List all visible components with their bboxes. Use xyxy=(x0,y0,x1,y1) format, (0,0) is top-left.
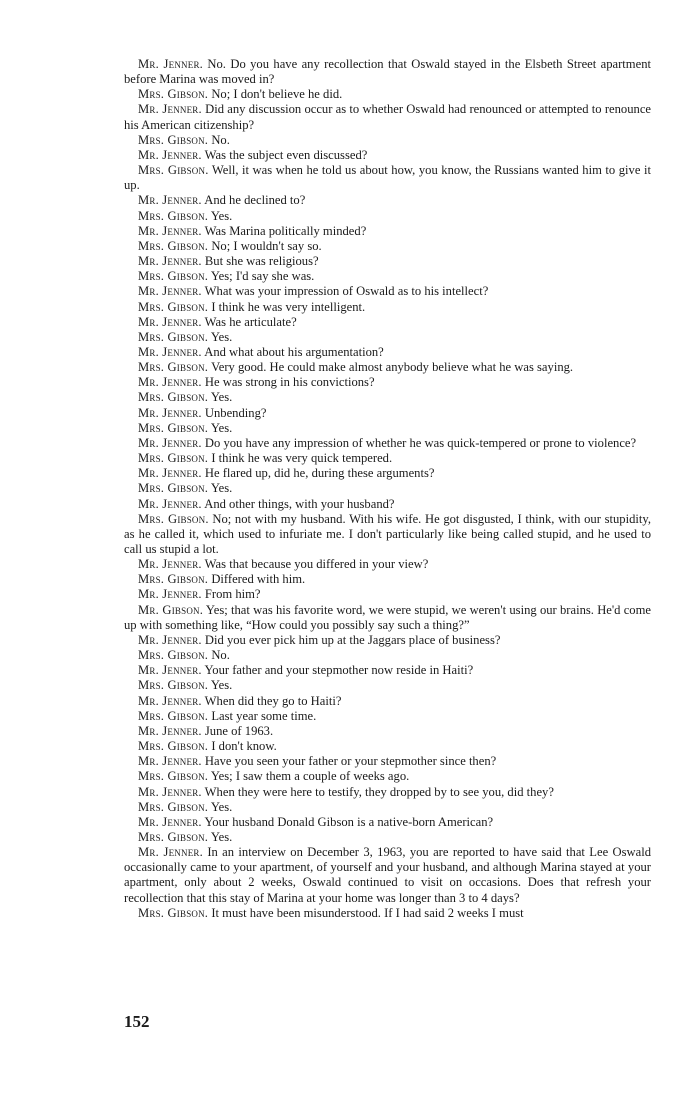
speech-text: Yes. xyxy=(210,420,233,435)
speaker-name: Mrs. Gibson. xyxy=(138,420,209,435)
speech-text: Was Marina politically minded? xyxy=(204,223,367,238)
speaker-name: Mr. Jenner. xyxy=(138,405,202,420)
speech-text: When did they go to Haiti? xyxy=(204,693,342,708)
speaker-name: Mrs. Gibson. xyxy=(138,163,209,178)
transcript-line xyxy=(124,512,651,557)
speaker-name: Mrs. Gibson. xyxy=(138,208,209,223)
transcript-line xyxy=(124,481,651,496)
speech-text: June of 1963. xyxy=(204,723,274,738)
speaker-name: Mr. Jenner. xyxy=(138,435,202,450)
transcript-line xyxy=(124,845,651,906)
transcript-line xyxy=(124,148,651,163)
speaker-name: Mrs. Gibson. xyxy=(138,87,209,102)
speech-text: Yes; that was his favorite word, we were stupid, we weren't using our brains. He'd come up with something like, “How could you possibly say such a thing?” xyxy=(124,602,651,632)
speech-text: Did you ever pick him up at the Jaggars place of business? xyxy=(204,632,501,647)
speaker-name: Mr. Jenner. xyxy=(138,284,202,299)
speaker-name: Mrs. Gibson. xyxy=(138,329,209,344)
transcript-line xyxy=(124,102,651,132)
speech-text: Your husband Donald Gibson is a native-born American? xyxy=(204,814,494,829)
speaker-name: Mrs. Gibson. xyxy=(138,360,209,375)
speech-text: Did any discussion occur as to whether Oswald had renounced or attempted to renounce his American citizenship? xyxy=(124,102,652,132)
speaker-name: Mr. Jenner. xyxy=(138,632,202,647)
speaker-name: Mr. Jenner. xyxy=(138,723,202,738)
transcript-line xyxy=(124,284,651,299)
speech-text: I think he was very intelligent. xyxy=(211,299,366,314)
transcript-line xyxy=(124,724,651,739)
transcript-line xyxy=(124,663,651,678)
speech-text: Yes. xyxy=(210,208,233,223)
speech-text: No; I don't believe he did. xyxy=(211,87,343,102)
transcript-line xyxy=(124,436,651,451)
speech-text: No. Do you have any recollection that Oswald stayed in the Elsbeth Street apartment before Marina was moved in? xyxy=(124,57,651,87)
transcript-line xyxy=(124,360,651,375)
speech-text: Differed with him. xyxy=(211,572,306,587)
speech-text: Last year some time. xyxy=(211,708,317,723)
speaker-name: Mrs. Gibson. xyxy=(138,648,209,663)
transcript-line xyxy=(124,193,651,208)
speaker-name: Mrs. Gibson. xyxy=(138,799,209,814)
speech-text: Do you have any impression of whether he was quick-tempered or prone to violence? xyxy=(204,435,637,450)
transcript-line xyxy=(124,330,651,345)
speaker-name: Mr. Jenner. xyxy=(138,784,202,799)
transcript-line xyxy=(124,163,651,193)
speech-text: He flared up, did he, during these arguments? xyxy=(204,466,435,481)
speech-text: He was strong in his convictions? xyxy=(204,375,375,390)
speech-text: And he declined to? xyxy=(204,193,306,208)
speaker-name: Mrs. Gibson. xyxy=(138,299,209,314)
speech-text: Was the subject even discussed? xyxy=(204,147,368,162)
speech-text: No; I wouldn't say so. xyxy=(211,238,322,253)
transcript-line xyxy=(124,815,651,830)
transcript-line xyxy=(124,709,651,724)
transcript-line xyxy=(124,603,651,633)
speech-text: I think he was very quick tempered. xyxy=(211,451,393,466)
speaker-name: Mrs. Gibson. xyxy=(138,572,209,587)
transcript-line xyxy=(124,315,651,330)
transcript-line xyxy=(124,224,651,239)
speech-text: Yes; I'd say she was. xyxy=(210,269,315,284)
speaker-name: Mrs. Gibson. xyxy=(138,269,209,284)
transcript-line xyxy=(124,239,651,254)
transcript-line xyxy=(124,209,651,224)
speech-text: I don't know. xyxy=(211,739,277,754)
speaker-name: Mrs. Gibson. xyxy=(138,678,209,693)
speaker-name: Mr. Gibson. xyxy=(138,602,204,617)
transcript-line xyxy=(124,466,651,481)
speaker-name: Mrs. Gibson. xyxy=(138,511,209,526)
speaker-name: Mrs. Gibson. xyxy=(138,238,209,253)
speech-text: Was that because you differed in your view? xyxy=(204,557,429,572)
speaker-name: Mr. Jenner. xyxy=(138,754,202,769)
transcript-line xyxy=(124,694,651,709)
speech-text: What was your impression of Oswald as to his intellect? xyxy=(204,284,489,299)
speaker-name: Mr. Jenner. xyxy=(138,193,202,208)
transcript-line xyxy=(124,800,651,815)
transcript-line xyxy=(124,587,651,602)
speaker-name: Mr. Jenner. xyxy=(138,693,202,708)
speaker-name: Mr. Jenner. xyxy=(138,57,203,71)
transcript-line xyxy=(124,269,651,284)
transcript-line xyxy=(124,133,651,148)
transcript-line xyxy=(124,830,651,845)
speech-text: Yes. xyxy=(210,390,233,405)
speaker-name: Mr. Jenner. xyxy=(138,496,202,511)
speech-text: No. xyxy=(211,648,230,663)
speech-text: Yes. xyxy=(210,799,233,814)
speaker-name: Mr. Jenner. xyxy=(138,663,202,678)
transcript-line xyxy=(124,906,651,921)
transcript-line xyxy=(124,633,651,648)
speech-text: In an interview on December 3, 1963, you are reported to have said that Lee Oswald occasionally came to your apartment, of yourself and your husband, and although Marina stayed at your apartment, only about 2 weeks, Oswald continued to visit on occasions. Does that refresh your recollection that this stay of Marina at your home was longer than 3 to 4 days? xyxy=(124,845,651,905)
transcript-body xyxy=(124,57,651,921)
speaker-name: Mrs. Gibson. xyxy=(138,390,209,405)
transcript-line xyxy=(124,648,651,663)
speech-text: From him? xyxy=(204,587,261,602)
speaker-name: Mr. Jenner. xyxy=(138,587,202,602)
speech-text: It must have been misunderstood. If I had said 2 weeks I must xyxy=(211,905,524,920)
speaker-name: Mr. Jenner. xyxy=(138,466,202,481)
transcript-line xyxy=(124,375,651,390)
speaker-name: Mr. Jenner. xyxy=(138,254,202,269)
transcript-line xyxy=(124,678,651,693)
speaker-name: Mr. Jenner. xyxy=(138,147,202,162)
transcript-line xyxy=(124,754,651,769)
transcript-line xyxy=(124,739,651,754)
transcript-line xyxy=(124,345,651,360)
speech-text: When they were here to testify, they dropped by to see you, did they? xyxy=(204,784,554,799)
transcript-line xyxy=(124,572,651,587)
transcript-line xyxy=(124,254,651,269)
speech-text: Your father and your stepmother now reside in Haiti? xyxy=(204,663,474,678)
transcript-line xyxy=(124,406,651,421)
speaker-name: Mrs. Gibson. xyxy=(138,481,209,496)
speech-text: No; not with my husband. With his wife. He got disgusted, I think, with our stupidity, as he called it, which used to infuriate me. I don't particularly like being called stupid, and he used to call us stupid a lot. xyxy=(124,511,652,556)
transcript-line xyxy=(124,557,651,572)
speaker-name: Mr. Jenner. xyxy=(138,223,202,238)
transcript-line xyxy=(124,497,651,512)
transcript-line xyxy=(124,390,651,405)
speech-text: Yes. xyxy=(210,678,233,693)
transcript-line xyxy=(124,451,651,466)
speaker-name: Mr. Jenner. xyxy=(138,557,202,572)
speech-text: Yes. xyxy=(210,329,233,344)
speech-text: Was he articulate? xyxy=(204,314,297,329)
speaker-name: Mr. Jenner. xyxy=(138,314,202,329)
speaker-name: Mrs. Gibson. xyxy=(138,451,209,466)
speaker-name: Mrs. Gibson. xyxy=(138,829,209,844)
speaker-name: Mr. Jenner. xyxy=(138,375,202,390)
speech-text: Have you seen your father or your stepmother since then? xyxy=(204,754,497,769)
speaker-name: Mrs. Gibson. xyxy=(138,739,209,754)
speech-text: Very good. He could make almost anybody believe what he was saying. xyxy=(211,360,574,375)
speech-text: Yes. xyxy=(210,829,233,844)
speech-text: Unbending? xyxy=(204,405,267,420)
speaker-name: Mr. Jenner. xyxy=(138,814,202,829)
speech-text: But she was religious? xyxy=(204,254,319,269)
speech-text: And what about his argumentation? xyxy=(204,344,384,359)
speaker-name: Mr. Jenner. xyxy=(138,102,202,117)
speech-text: Well, it was when he told us about how, you know, the Russians wanted him to give it up. xyxy=(124,163,651,193)
speech-text: Yes; I saw them a couple of weeks ago. xyxy=(210,769,410,784)
transcript-line xyxy=(124,785,651,800)
transcript-line xyxy=(124,87,651,102)
page-number: 152 xyxy=(124,1012,150,1031)
transcript-line xyxy=(124,300,651,315)
speaker-name: Mrs. Gibson. xyxy=(138,708,209,723)
transcript-line xyxy=(124,421,651,436)
transcript-line xyxy=(124,769,651,784)
speaker-name: Mr. Jenner. xyxy=(138,845,203,860)
speaker-name: Mr. Jenner. xyxy=(138,344,202,359)
speech-text: Yes. xyxy=(210,481,233,496)
speech-text: And other things, with your husband? xyxy=(204,496,395,511)
transcript-line xyxy=(124,57,651,87)
speaker-name: Mrs. Gibson. xyxy=(138,769,209,784)
speaker-name: Mrs. Gibson. xyxy=(138,905,209,920)
speaker-name: Mrs. Gibson. xyxy=(138,132,209,147)
speech-text: No. xyxy=(211,132,230,147)
